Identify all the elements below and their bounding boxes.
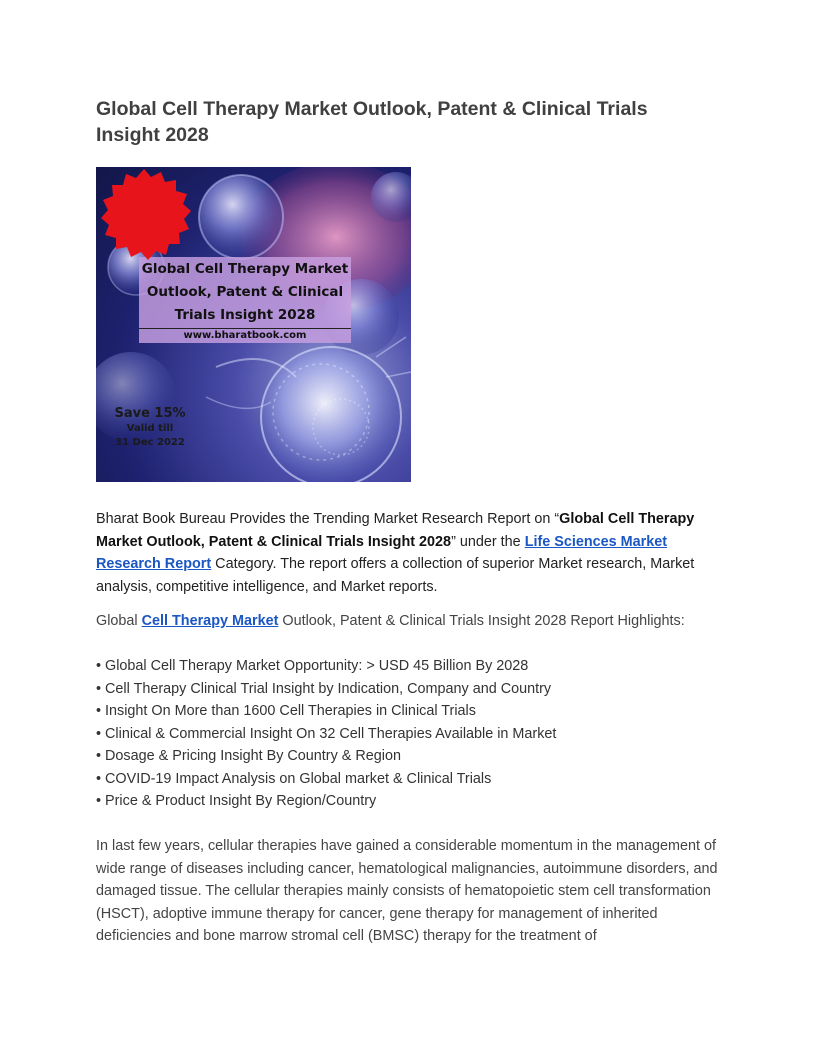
badge-date-label: 31 Dec 2022	[115, 437, 185, 448]
list-item: • Insight On More than 1600 Cell Therapies in Clinical Trials	[96, 703, 476, 719]
highlights-text: Outlook, Patent & Clinical Trials Insight 2028 Report Highlights:	[278, 613, 685, 629]
report-cover-image	[96, 167, 411, 482]
cover-title-box	[139, 257, 351, 343]
list-item: • Global Cell Therapy Market Opportunity: > USD 45 Billion By 2028	[96, 658, 529, 674]
list-item: • Clinical & Commercial Insight On 32 Cell Therapies Available in Market	[96, 725, 557, 742]
discount-badge-text	[102, 405, 198, 450]
list-item: • Cell Therapy Clinical Trial Insight by Indication, Company and Country	[96, 680, 552, 697]
intro-text: Bharat Book Bureau Provides the Trending Market Research Report on “	[96, 511, 560, 527]
badge-save-label: Save 15%	[114, 406, 186, 421]
highlights-list	[96, 655, 720, 813]
highlights-text: Global	[96, 613, 142, 629]
report-name-bold: Global Cell Therapy Market Outlook, Patent & Clinical Trials Insight 2028	[96, 511, 695, 550]
cover-website: www.bharatbook.com	[183, 330, 307, 341]
cell-therapy-market-link[interactable]: Cell Therapy Market	[141, 613, 279, 629]
intro-text: ” under the	[451, 533, 525, 550]
page-title: Global Cell Therapy Market Outlook, Patent & Clinical Trials Insight 2028	[96, 98, 648, 146]
discount-badge-icon	[96, 167, 192, 263]
body-paragraph: In last few years, cellular therapies have gained a considerable momentum in the management of wide range of diseases including cancer, hematological malignancies, autoimmune disorders, and damaged tissue. The cellular therapies mainly consists of hematopoietic stem cell transformation (HSCT), adoptive immune therapy for cancer, gene therapy for management of inherited deficiencies and bone marrow stromal cell (BMSC) therapy for the treatment of	[96, 838, 718, 944]
list-item: • Price & Product Insight By Region/Country	[96, 793, 377, 809]
cover-title-line: Trials Insight 2028	[174, 307, 316, 323]
highlights-heading	[96, 610, 720, 633]
intro-paragraph	[96, 508, 720, 598]
badge-valid-label: Valid till	[126, 423, 174, 434]
list-item: • Dosage & Pricing Insight By Country & Region	[96, 748, 401, 764]
list-item: • COVID-19 Impact Analysis on Global market & Clinical Trials	[96, 770, 492, 787]
intro-text: Category. The report offers a collection of superior Market research, Market analysis, competitive intelligence, and Market reports.	[96, 556, 695, 595]
cover-title-line: Outlook, Patent & Clinical	[146, 284, 344, 300]
cover-title-line: Global Cell Therapy Market	[141, 261, 349, 277]
life-sciences-link[interactable]: Life Sciences Market Research Report	[96, 533, 668, 572]
